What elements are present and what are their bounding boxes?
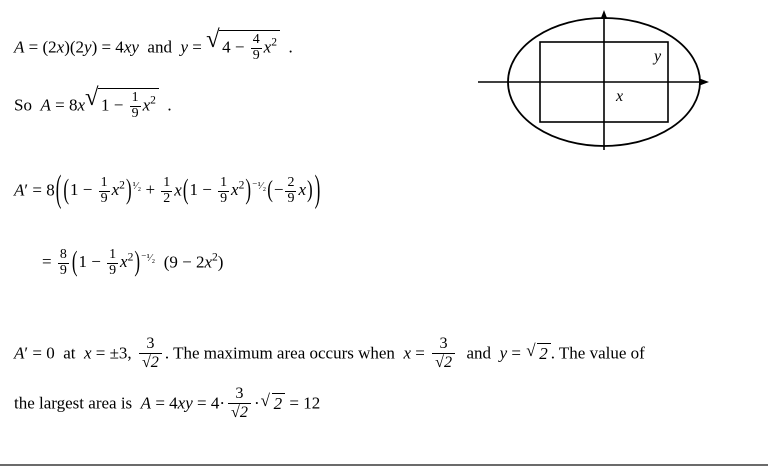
equation-line-6: the largest area is A = 4xy = 4· $\frac{3}{√2}$ · √ 2 = 12 bbox=[14, 385, 321, 421]
equation-line-3-derivative: A′ = 8( (1 − $\frac{1}{9}$ $x^2)^1⁄_2$ + $\frac{1}{2}$ x(1 − $\frac{1}{9}$ $x^2)^{-1}⁄_2(-$ $\frac{2}{9}$ x) ) bbox=[14, 167, 321, 211]
lead-so: So bbox=[14, 95, 32, 115]
x-axis-arrow bbox=[700, 79, 709, 86]
conjunction-and: and bbox=[147, 37, 172, 57]
fraction-3-over-sqrt2-third: $\frac{3}{√2}$ bbox=[228, 385, 251, 422]
ellipse-diagram-svg bbox=[456, 8, 756, 156]
sqrt-expression-y: √ 4 − $\frac{4}{9}$ $x^2$ bbox=[206, 30, 280, 63]
figure-ellipse-rectangle bbox=[456, 8, 756, 156]
sqrt-expression-area: √ 1 − $\frac{1}{9}$ $x^2$ bbox=[85, 88, 159, 121]
fraction-3-over-sqrt2-second: $\frac{3}{√2}$ bbox=[432, 335, 455, 372]
equation-line-2: So A = 8x √ 1 − $\frac{1}{9}$ $x^2$ . bbox=[14, 84, 172, 121]
equation-line-1: A = (2x)(2y) = 4xy and y = √ 4 − $\frac{4}{9}$ $x^2$ . bbox=[14, 26, 293, 63]
sqrt-2-value: √ 2 bbox=[526, 343, 551, 364]
fraction-3-over-sqrt2-first: $\frac{3}{√2}$ bbox=[139, 335, 162, 372]
equation-line-4-simplified: = $\frac{8}{9}$ (1 − $\frac{1}{9}$ $x^2)^{-1}⁄_2$ $(9 - 2x^2)$ bbox=[42, 245, 224, 278]
equation-line-5: A′ = 0 at x = ±3, $\frac{3}{√2}$ . The maximum area occurs when x = $\frac{3}{√2}$ and y = √ 2 . The value of bbox=[14, 335, 645, 371]
label-x: x bbox=[616, 88, 624, 105]
label-y: y bbox=[654, 48, 662, 65]
symbol-A: A bbox=[14, 37, 25, 57]
sqrt-2-value-2: √ 2 bbox=[261, 393, 286, 414]
